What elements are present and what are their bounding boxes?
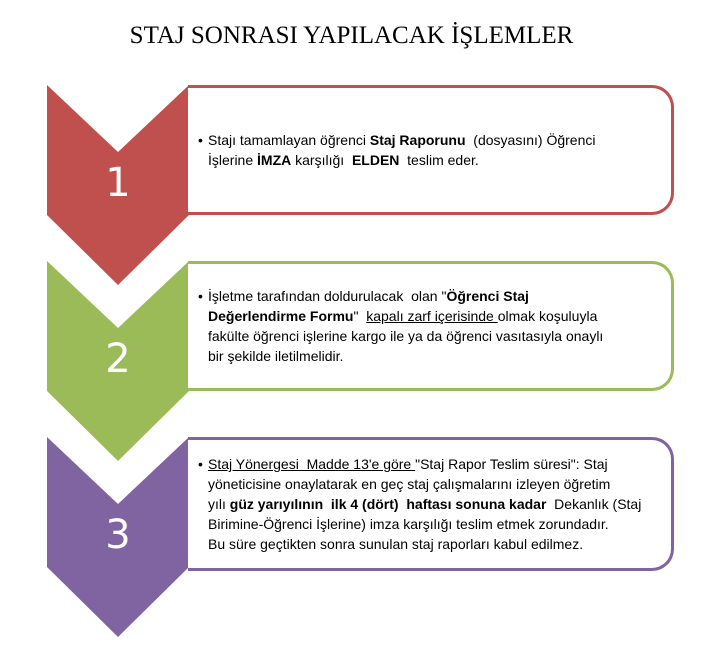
step-1-chevron (47, 85, 189, 286)
step-3-box (188, 437, 674, 571)
step-3-line-2: yöneticisine onaylatarak en geç staj çalışmalarını izleyen öğretim (208, 476, 611, 492)
step-3-line-5: Bu süre geçtikten sonra sunulan staj raporları kabul edilmez. (208, 536, 584, 552)
step-2-line-4: bir şekilde iletilmelidir. (208, 348, 344, 364)
page-title: STAJ SONRASI YAPILACAK İŞLEMLER (129, 22, 574, 49)
step-1-text (188, 130, 607, 170)
step-2-text (188, 286, 615, 366)
step-2-line-3: fakülte öğrenci işlerine kargo ile ya da öğrenci vasıtasıyla onaylı (208, 328, 604, 344)
step-1-line-2: İşlerine İMZA karşılığı ELDEN teslim eder. (208, 152, 479, 168)
step-3-line-3: yılı güz yarıyılının ilk 4 (dört) haftası sonuna kadar Dekanlık (Staj (208, 496, 642, 512)
step-3-number: 3 (105, 512, 131, 558)
bullet-icon: • (198, 288, 203, 304)
step-1-box (188, 85, 674, 215)
step-3-line-1: • Staj Yönergesi Madde 13'e göre "Staj Rapor Teslim süresi": Staj (198, 456, 608, 472)
step-3-chevron (47, 437, 189, 638)
step-2-box (188, 261, 674, 391)
step-3-text (188, 454, 653, 554)
bullet-icon: • (198, 456, 203, 472)
step-2-line-2: Değerlendirme Formu" kapalı zarf içerisinde olmak koşuluyla (208, 308, 598, 324)
step-2-number: 2 (105, 336, 131, 382)
step-2-chevron (47, 261, 189, 462)
step-1-line-1: • Stajı tamamlayan öğrenci Staj Raporunu (dosyasını) Öğrenci (198, 132, 596, 148)
step-3-line-4: Birimine-Öğrenci İşlerine) imza karşılığı teslim etmek zorundadır. (208, 516, 609, 532)
step-2-line-1: • İşletme tarafından doldurulacak olan "Öğrenci Staj (198, 288, 529, 304)
bullet-icon: • (198, 132, 203, 148)
step-1-number: 1 (105, 160, 131, 206)
